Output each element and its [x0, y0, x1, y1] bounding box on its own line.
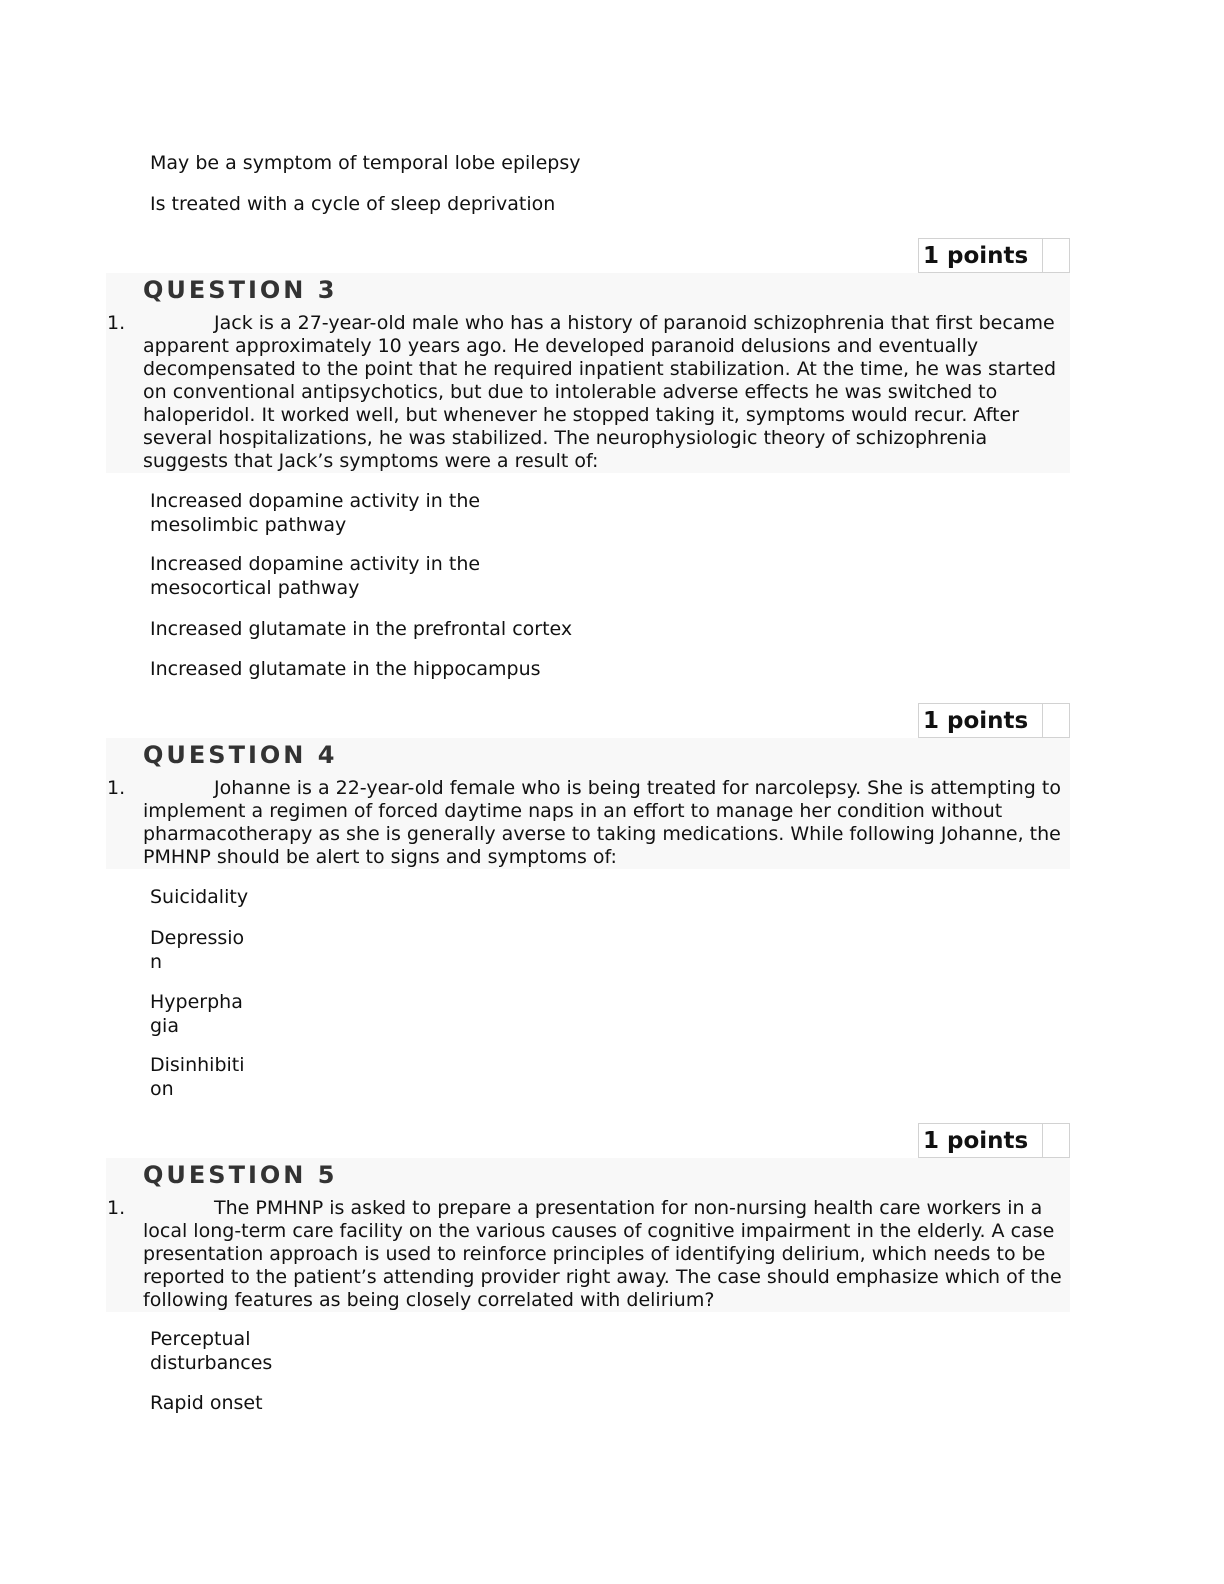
points-cell: [1042, 1124, 1069, 1157]
points-cell: [1042, 239, 1069, 272]
points-box: [918, 703, 1070, 738]
question-title: QUESTION 4: [143, 741, 338, 769]
question-number: 1.: [107, 777, 126, 799]
answer-option[interactable]: Increased dopamine activity in the mesocortical pathway: [150, 553, 481, 599]
question-number: 1.: [107, 312, 126, 334]
answer-option[interactable]: Suicidality: [150, 886, 249, 908]
question-number: 1.: [107, 1197, 126, 1219]
answer-option[interactable]: Disinhibiti on: [150, 1054, 245, 1100]
answer-option[interactable]: Is treated with a cycle of sleep deprivation: [150, 193, 556, 215]
question-title: QUESTION 5: [143, 1161, 338, 1189]
question-text: Johanne is a 22-year-old female who is being treated for narcolepsy. She is attempting to implement a regimen of forced daytime naps in an effort to manage her condition without pharmacotherapy as she is generally averse to taking medications. While following Johanne, the PMHNP should be alert to signs and symptoms of:: [143, 777, 1061, 868]
points-label: 1 points: [923, 708, 1029, 734]
answer-option[interactable]: Hyperpha gia: [150, 991, 243, 1037]
answer-option[interactable]: Increased dopamine activity in the mesolimbic pathway: [150, 490, 481, 536]
answer-option[interactable]: Rapid onset: [150, 1392, 263, 1414]
answer-option[interactable]: Perceptual disturbances: [150, 1328, 273, 1374]
question-block: [106, 738, 1070, 869]
answer-option[interactable]: Depressio n: [150, 927, 245, 973]
question-text: The PMHNP is asked to prepare a presentation for non-nursing health care workers in a local long-term care facility on the various causes of cognitive impairment in the elderly. A case presentation approach is used to reinforce principles of identifying delirium, which needs to be reported to the patient’s attending provider right away. The case should emphasize which of the following features as being closely correlated with delirium?: [143, 1197, 1062, 1311]
question-title: QUESTION 3: [143, 276, 338, 304]
question-text: Jack is a 27-year-old male who has a history of paranoid schizophrenia that first became apparent approximately 10 years ago. He developed paranoid delusions and eventually decompensated to the point that he required inpatient stabilization. At the time, he was started on conventional antipsychotics, but due to intolerable adverse effects he was switched to haloperidol. It worked well, but whenever he stopped taking it, symptoms would recur. After several hospitalizations, he was stabilized. The neurophysiologic theory of schizophrenia suggests that Jack’s symptoms were a result of:: [143, 312, 1057, 472]
points-cell: [1042, 704, 1069, 737]
points-box: [918, 1123, 1070, 1158]
answer-option[interactable]: Increased glutamate in the hippocampus: [150, 658, 541, 680]
answer-option[interactable]: May be a symptom of temporal lobe epilepsy: [150, 152, 581, 174]
answer-option[interactable]: Increased glutamate in the prefrontal cortex: [150, 618, 573, 640]
points-label: 1 points: [923, 243, 1029, 269]
points-label: 1 points: [923, 1128, 1029, 1154]
question-block: [106, 273, 1070, 473]
question-block: [106, 1158, 1070, 1312]
points-box: [918, 238, 1070, 273]
